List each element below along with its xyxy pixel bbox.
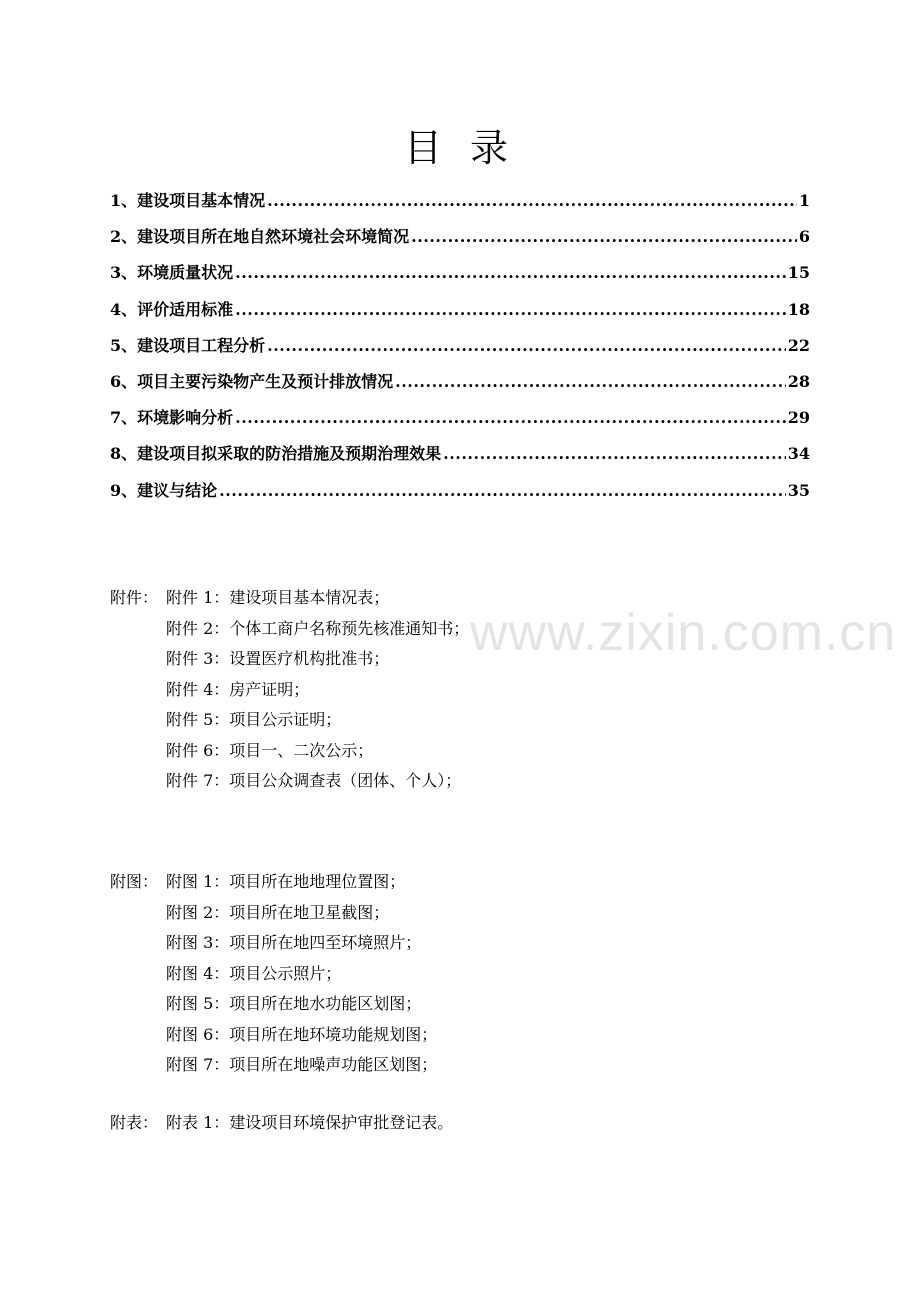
figure-item: 附图 1：项目所在地地理位置图； xyxy=(166,872,406,891)
toc-entry-label: 2、建设项目所在地自然环境社会环境简况 xyxy=(110,227,410,247)
toc-entry-label: 4、评价适用标准 xyxy=(110,299,234,319)
list-item xyxy=(110,766,810,797)
attachment-item: 附件 7：项目公众调查表（团体、个人）； xyxy=(166,771,462,790)
attachments-heading: 附件： xyxy=(110,588,159,607)
toc-entry-label: 1、建设项目基本情况 xyxy=(110,191,266,210)
list-item xyxy=(110,1108,810,1139)
toc-dot-leader xyxy=(235,292,786,328)
list-item xyxy=(110,898,810,929)
list-item xyxy=(110,1050,810,1081)
attachment-item: 附件 1：建设项目基本情况表； xyxy=(166,588,390,607)
list-item xyxy=(110,614,810,645)
page-title: 目 录 xyxy=(403,126,517,170)
attachment-item: 附件 4：房产证明； xyxy=(166,679,310,699)
list-item xyxy=(110,867,810,898)
figure-item: 附图 7：项目所在地噪声功能区划图； xyxy=(166,1055,438,1074)
figure-item: 附图 2：项目所在地卫星截图； xyxy=(166,902,390,922)
attachment-item: 附件 6：项目一、二次公示； xyxy=(166,740,374,760)
attachment-item: 附件 2：个体工商户名称预先核准通知书； xyxy=(166,618,470,638)
figure-item: 附图 3：项目所在地四至环境照片； xyxy=(166,933,422,952)
toc-entry-label: 7、环境影响分析 xyxy=(110,408,234,428)
toc-dot-leader xyxy=(235,400,786,436)
toc-dot-leader xyxy=(267,183,797,219)
watermark: www.zixin.com.cn xyxy=(470,604,897,662)
figure-item: 附图 4：项目公示照片； xyxy=(166,963,342,983)
toc-entry-label: 9、建议与结论 xyxy=(110,480,218,500)
figure-item: 附图 6：项目所在地环境功能规划图； xyxy=(166,1024,438,1044)
figures-list xyxy=(110,867,810,1081)
toc-page-number: 15 xyxy=(787,263,810,283)
toc-page-number: 1 xyxy=(798,191,810,210)
list-item xyxy=(110,928,810,959)
toc-page-number: 18 xyxy=(787,299,810,319)
attachment-item: 附件 5：项目公示证明； xyxy=(166,710,342,729)
toc-entry-4[interactable] xyxy=(110,292,810,328)
toc-entry-label: 8、建设项目拟采取的防治措施及预期治理效果 xyxy=(110,444,442,464)
toc-entry-8[interactable] xyxy=(110,436,810,472)
toc-dot-leader xyxy=(235,255,786,291)
toc-dot-leader xyxy=(267,328,786,364)
toc-page-number: 6 xyxy=(798,227,810,247)
toc-entry-label: 5、建设项目工程分析 xyxy=(110,335,266,355)
list-item xyxy=(110,959,810,990)
figures-heading: 附图： xyxy=(110,872,159,891)
table-item: 附表 1：建设项目环境保护审批登记表。 xyxy=(166,1113,454,1132)
list-item xyxy=(110,583,810,614)
toc-entry-1[interactable] xyxy=(110,183,810,219)
toc-entry-9[interactable] xyxy=(110,473,810,509)
attachments-list xyxy=(110,583,810,797)
tables-list xyxy=(110,1108,810,1139)
attachment-item: 附件 3：设置医疗机构批准书； xyxy=(166,649,390,668)
list-item xyxy=(110,989,810,1020)
tables-heading: 附表： xyxy=(110,1113,159,1132)
toc-page-number: 28 xyxy=(787,371,810,391)
toc-entry-6[interactable] xyxy=(110,364,810,400)
table-of-contents xyxy=(110,183,810,509)
toc-entry-3[interactable] xyxy=(110,255,810,291)
figure-item: 附图 5：项目所在地水功能区划图； xyxy=(166,994,422,1013)
toc-dot-leader xyxy=(411,219,797,255)
list-item xyxy=(110,675,810,706)
toc-entry-2[interactable] xyxy=(110,219,810,255)
toc-dot-leader xyxy=(219,473,786,509)
list-item xyxy=(110,705,810,736)
toc-page-number: 35 xyxy=(787,480,810,500)
toc-dot-leader xyxy=(443,436,786,472)
list-item xyxy=(110,1020,810,1051)
list-item xyxy=(110,644,810,675)
toc-entry-7[interactable] xyxy=(110,400,810,436)
toc-dot-leader xyxy=(395,364,786,400)
toc-entry-5[interactable] xyxy=(110,328,810,364)
toc-page-number: 29 xyxy=(787,408,810,428)
list-item xyxy=(110,736,810,767)
toc-page-number: 22 xyxy=(787,335,810,355)
toc-entry-label: 3、环境质量状况 xyxy=(110,263,234,283)
toc-page-number: 34 xyxy=(787,444,810,464)
toc-entry-label: 6、项目主要污染物产生及预计排放情况 xyxy=(110,371,394,391)
